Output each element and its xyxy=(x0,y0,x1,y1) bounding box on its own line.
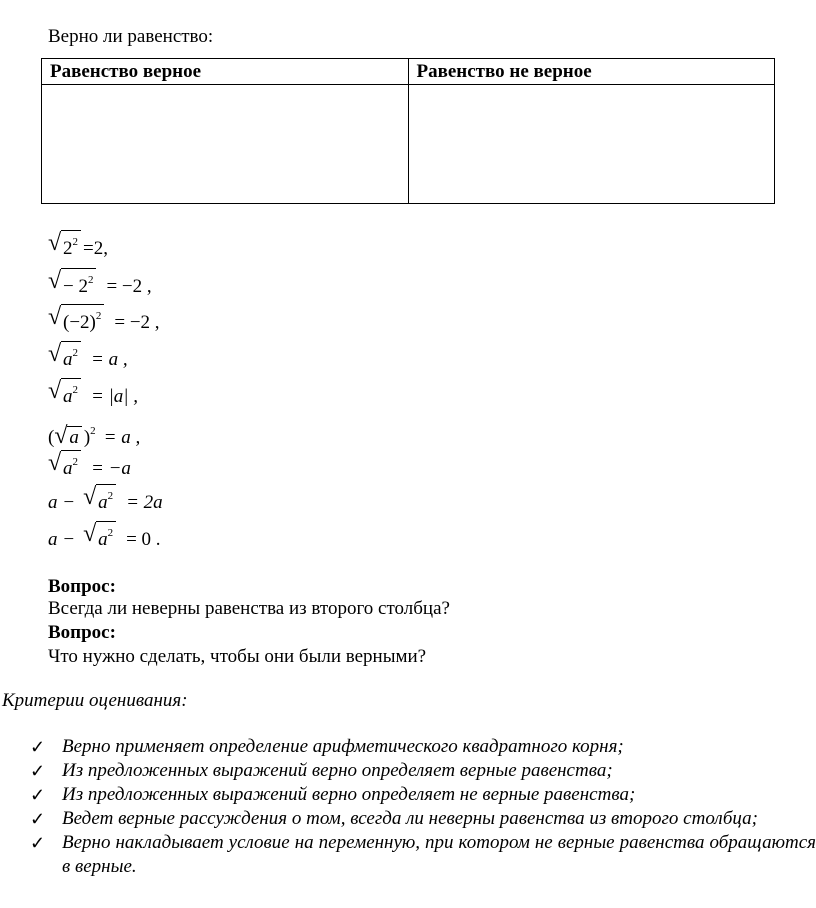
checkmark-icon: ✓ xyxy=(30,833,46,853)
equation-2[interactable]: √ − $2^2 = -2$ , xyxy=(48,268,152,297)
equation-4[interactable]: √ $a^2 = a$ , xyxy=(48,341,128,370)
answer-table xyxy=(41,58,775,204)
criteria-item: ✓ Ведет верные рассуждения о том, всегда ли неверны равенства из второго столбца; xyxy=(30,808,758,829)
equation-3[interactable]: √ $(-2)^2 = -2$ , xyxy=(48,304,160,333)
column-header-true: Равенство верное xyxy=(42,59,409,85)
question-1-text: Всегда ли неверны равенства из второго столбца? xyxy=(48,598,450,619)
checkmark-icon: ✓ xyxy=(30,809,46,829)
false-column-cell[interactable] xyxy=(408,85,775,204)
equation-1[interactable]: √ $2^2 =2$, xyxy=(48,230,108,259)
equation-9[interactable]: a − √ $a^2 = 0$ . xyxy=(48,521,161,550)
true-column-cell[interactable] xyxy=(42,85,409,204)
equation-6[interactable]: ( √ a )$^2$ = a , xyxy=(48,423,141,449)
question-2-text: Что нужно сделать, чтобы они были верными? xyxy=(48,646,427,667)
column-header-false: Равенство не верное xyxy=(408,59,775,85)
criteria-item: ✓ Верно накладывает условие на переменную, при котором не верные равенства обращаются в верные. xyxy=(30,832,816,877)
equation-8[interactable]: a − √ $a^2 = 2a$ xyxy=(48,484,163,513)
equation-5[interactable]: √ $a^2 = |a|$ , xyxy=(48,378,139,407)
checkmark-icon: ✓ xyxy=(30,737,46,757)
question-1-label: Вопрос: xyxy=(48,576,116,597)
equation-7[interactable]: √ $a^2 = -a$ xyxy=(48,450,131,479)
criteria-list xyxy=(30,735,816,879)
checkmark-icon: ✓ xyxy=(30,761,46,781)
page-title: Верно ли равенство: xyxy=(48,26,214,47)
checkmark-icon: ✓ xyxy=(30,785,46,805)
criteria-item: ✓ Из предложенных выражений верно определяет не верные равенства; xyxy=(30,784,636,805)
criteria-item: ✓ Из предложенных выражений верно определяет верные равенства; xyxy=(30,760,613,781)
criteria-item: ✓ Верно применяет определение арифметического квадратного корня; xyxy=(30,736,624,757)
question-2-label: Вопрос: xyxy=(48,622,116,643)
criteria-title: Критерии оценивания: xyxy=(2,690,188,711)
